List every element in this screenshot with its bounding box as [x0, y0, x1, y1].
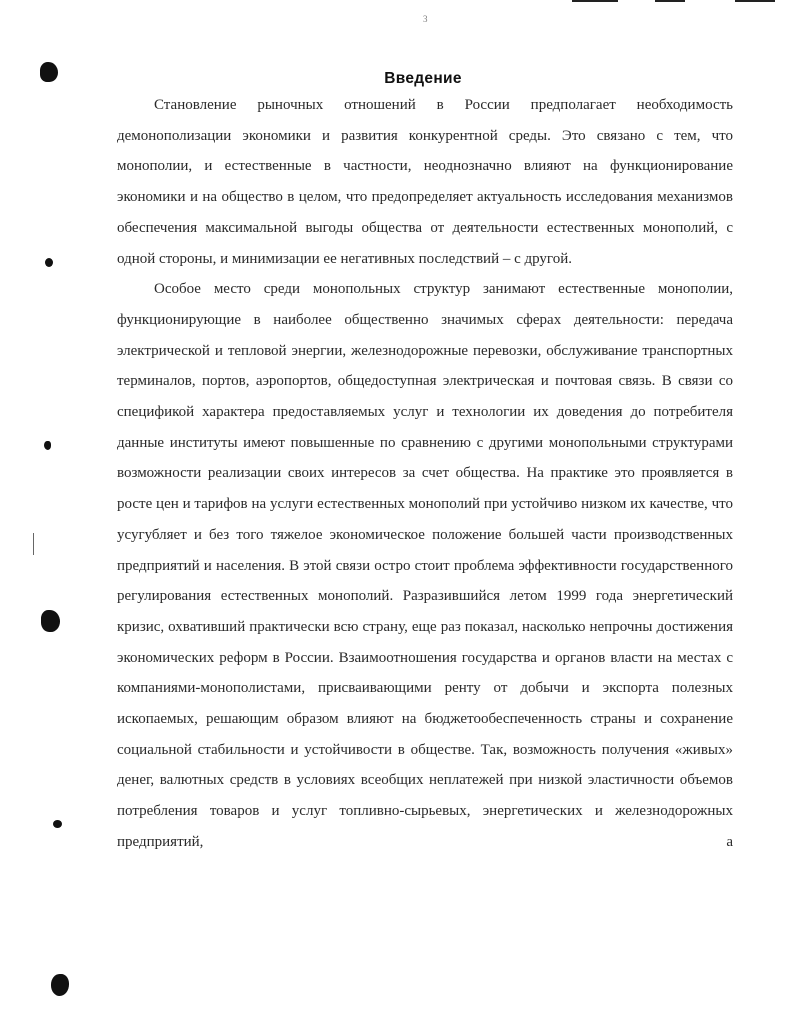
scan-speck: [45, 258, 53, 267]
punch-hole-mark: [41, 610, 60, 632]
page-number: 3: [423, 14, 428, 24]
document-body: [117, 90, 733, 858]
scan-top-line: [735, 0, 775, 2]
punch-hole-mark: [51, 974, 69, 996]
paragraph: Становление рыночных отношений в России предполагает необходимость демонополизации экономики и развития конкурентной среды. Это связано с тем, что монополии, и естественные в частности, неоднозначно влияют на функционирование экономики и на общество в целом, что предопределяет актуальность исследования механизмов обеспечения максимальной выгоды общества от деятельности естественных монополий, с одной стороны, и минимизации ее негативных последствий – с другой.: [117, 97, 733, 267]
page-title: Введение: [384, 70, 462, 87]
scan-top-line: [655, 0, 685, 2]
scan-top-line: [572, 0, 618, 2]
scan-speck: [44, 441, 51, 450]
paragraph: Особое место среди монопольных структур занимают естественные монополии, функционирующие в наиболее общественно значимых сферах деятельности: передача электрической и тепловой энергии, железнодорожные перевозки, обслуживание транспортных терминалов, портов, аэропортов, общедоступная электрическая и почтовая связь. В связи со спецификой характера предоставляемых услуг и технологии их доведения до потребителя данные институты имеют повышенные по сравнению с другими монопольными структурами возможности реализации своих интересов за счет общества. На практике это проявляется в росте цен и тарифов на услуги естественных монополий при устойчиво низком их качестве, что усугубляет и без того тяжелое экономическое положение большей части производственных предприятий и населения. В этой связи остро стоит проблема эффективности государственного регулирования естественных монополий. Разразившийся летом 1999 года энергетический кризис, охвативший практически всю страну, еще раз показал, насколько непрочны достижения экономических реформ в России. Взаимоотношения государства и органов власти на местах с компаниями-монополистами, присваивающими ренту от добычи и экспорта полезных ископаемых, решающим образом влияют на бюджетообеспеченность страны и сохранение социальной стабильности и устойчивости в обществе. Так, возможность получения «живых» денег, валютных средств в условиях всеобщих неплатежей при низкой эластичности объемов потребления товаров и услуг топливно-сырьевых, энергетических и железнодорожных предприятий, а: [117, 281, 733, 850]
margin-line: [33, 533, 34, 555]
scan-speck: [53, 820, 62, 828]
